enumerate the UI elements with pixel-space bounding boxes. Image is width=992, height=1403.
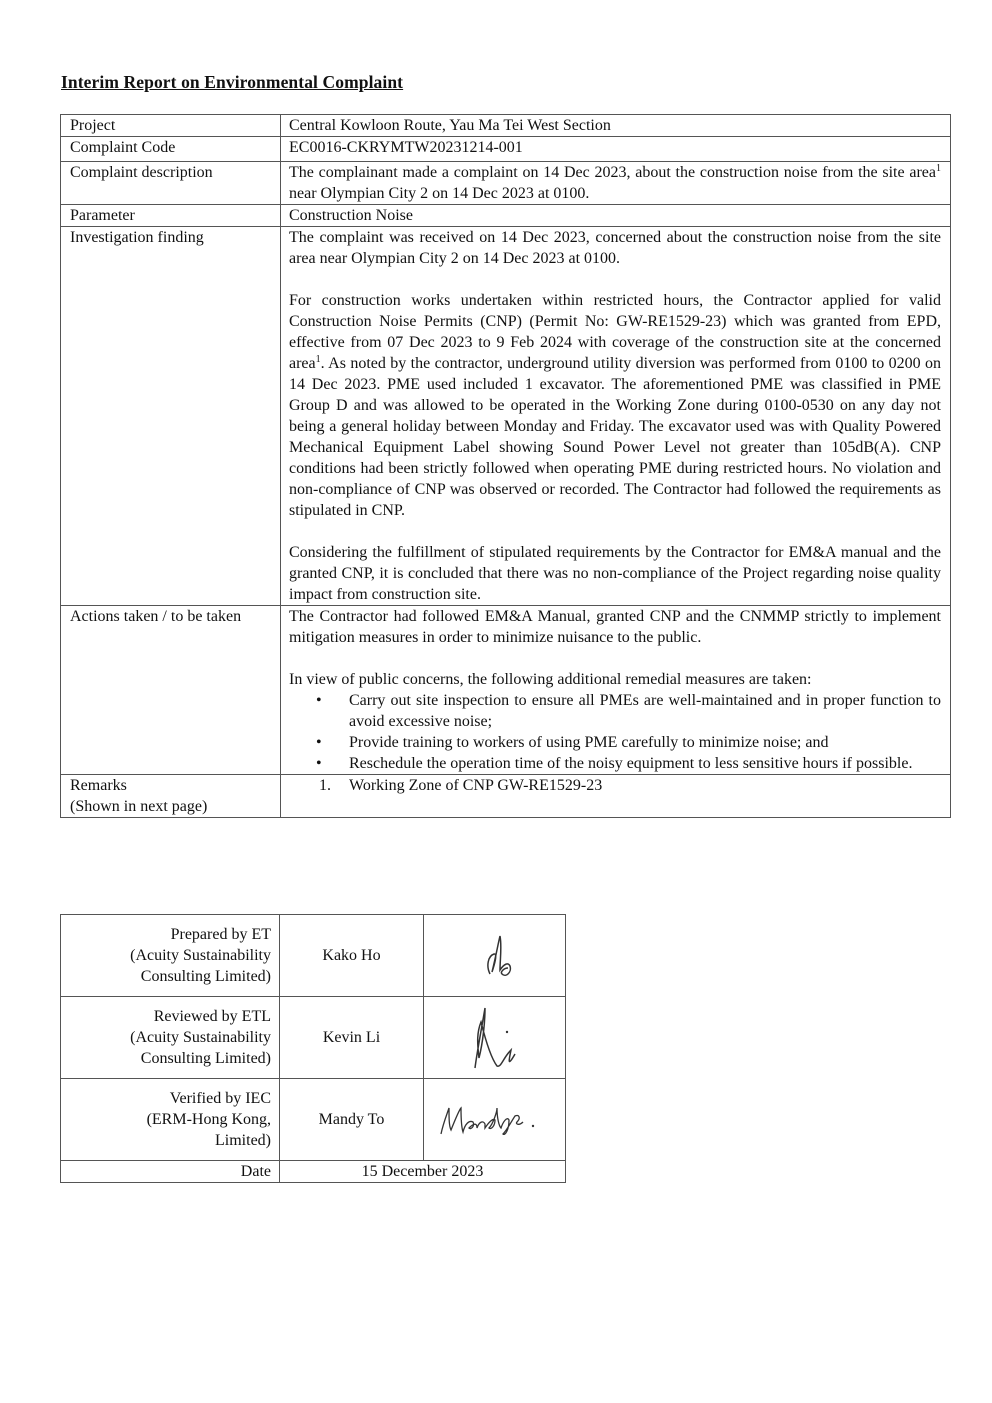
complaint-description-label: Complaint description — [61, 162, 281, 205]
remarks-list — [289, 775, 941, 796]
actions-paragraph-1: The Contractor had followed EM&A Manual, granted CNP and the CNMMP strictly to implement mitigation measures in order to minimize nuisance to the public. — [289, 608, 941, 646]
footnote-mark: 1 — [936, 163, 941, 174]
list-item — [316, 732, 941, 753]
list-item-text: Working Zone of CNP GW-RE1529-23 — [349, 777, 603, 794]
remarks-label-line1: Remarks — [70, 777, 127, 794]
signer-name: Kako Ho — [280, 915, 424, 997]
footnote-mark: 1 — [315, 354, 321, 365]
list-item-text: Reschedule the operation time of the noisy equipment to less sensitive hours if possible. — [349, 755, 913, 772]
role-line: Consulting Limited) — [140, 1050, 271, 1067]
row-complaint-code — [61, 137, 951, 162]
finding-paragraph-2-text: For construction works undertaken within restricted hours, the Contractor applied for valid Construction Noise Permits (CNP) (Permit No: GW-RE1529-23) which was granted from EPD, effective from 07 Dec 2023 to 9 Feb 2024 with coverage of the construction site at the concerned area — [289, 292, 941, 372]
finding-paragraph-1: The complaint was received on 14 Dec 2023, concerned about the construction noise from the site area near Olympian City 2 on 14 Dec 2023 at 0100. — [289, 229, 941, 267]
signature-kevin-li-icon — [455, 1002, 535, 1074]
remarks-value — [281, 775, 951, 818]
signoff-row-reviewed — [61, 997, 566, 1079]
description-text-cont: near Olympian City 2 on 14 Dec 2023 at 0100. — [289, 185, 590, 202]
investigation-finding-value — [281, 227, 951, 606]
finding-paragraph-2-text-cont: . As noted by the contractor, underground utility diversion was performed from 0100 to 0200 on 14 Dec 2023. PME used included 1 excavator. The aforementioned PME was classified in PME Group D and was allowed to be operated in the Working Zone during 0100-0530 on any day not being a general holiday between Monday and Friday. The excavator used was with Quality Powered Mechanical Equipment Label showing Sound Power Level not greater than 105dB(A). CNP conditions had been strictly followed when operating PME during restricted hours. No violation and non-compliance of CNP was observed or recorded. The Contractor had followed the requirements as stipulated in CNP. — [289, 355, 941, 519]
signer-name: Mandy To — [280, 1079, 424, 1161]
report-title: Interim Report on Environmental Complaint — [61, 72, 404, 92]
role-line: Reviewed by ETL — [153, 1008, 271, 1025]
signoff-table — [60, 914, 566, 1183]
role-cell — [61, 915, 280, 997]
signature-kako-ho-icon — [460, 926, 530, 986]
complaint-description-value — [281, 162, 951, 205]
bullet-icon: • — [316, 692, 322, 709]
remarks-label — [61, 775, 281, 818]
row-remarks — [61, 775, 951, 818]
row-parameter — [61, 205, 951, 227]
signer-name: Kevin Li — [280, 997, 424, 1079]
complaint-code-value: EC0016-CKRYMTW20231214-001 — [281, 137, 951, 162]
signature-cell — [424, 915, 566, 997]
investigation-finding-label: Investigation finding — [61, 227, 281, 606]
finding-paragraph-2 — [289, 290, 941, 521]
description-text: The complainant made a complaint on 14 Dec 2023, about the construction noise from the site area — [289, 164, 936, 181]
role-line: (Acuity Sustainability — [130, 1029, 271, 1046]
signoff-row-verified — [61, 1079, 566, 1161]
role-line: (ERM-Hong Kong, — [146, 1111, 271, 1128]
actions-paragraph-2: In view of public concerns, the following additional remedial measures are taken: — [289, 671, 812, 688]
role-cell — [61, 1079, 280, 1161]
list-item-number: 1. — [319, 777, 331, 794]
list-item-text: Carry out site inspection to ensure all PMEs are well-maintained and in proper function to avoid excessive noise; — [349, 692, 941, 730]
remedial-measures-list — [289, 690, 941, 774]
list-item — [316, 753, 941, 774]
project-label: Project — [61, 115, 281, 137]
bullet-icon: • — [316, 734, 322, 751]
finding-paragraph-3: Considering the fulfillment of stipulated requirements by the Contractor for EM&A manual and the granted CNP, it is concluded that there was no non-compliance of the Project regarding noise quality impact from construction site. — [289, 544, 941, 603]
row-complaint-description — [61, 162, 951, 205]
row-actions — [61, 606, 951, 775]
date-label: Date — [61, 1161, 280, 1183]
role-cell — [61, 997, 280, 1079]
signature-cell — [424, 1079, 566, 1161]
role-line: Limited) — [215, 1132, 271, 1149]
signoff-row-date — [61, 1161, 566, 1183]
list-item — [316, 690, 941, 732]
project-value: Central Kowloon Route, Yau Ma Tei West Section — [281, 115, 951, 137]
list-item — [319, 775, 941, 796]
actions-value — [281, 606, 951, 775]
actions-label: Actions taken / to be taken — [61, 606, 281, 775]
role-line: Consulting Limited) — [140, 968, 271, 985]
role-line: Prepared by ET — [170, 926, 271, 943]
list-item-text: Provide training to workers of using PME carefully to minimize noise; and — [349, 734, 829, 751]
row-investigation-finding — [61, 227, 951, 606]
complaint-table — [60, 114, 951, 818]
row-project — [61, 115, 951, 137]
signoff-row-prepared — [61, 915, 566, 997]
role-line: (Acuity Sustainability — [130, 947, 271, 964]
role-line: Verified by IEC — [169, 1090, 271, 1107]
parameter-value: Construction Noise — [281, 205, 951, 227]
parameter-label: Parameter — [61, 205, 281, 227]
signature-cell — [424, 997, 566, 1079]
complaint-code-label: Complaint Code — [61, 137, 281, 162]
bullet-icon: • — [316, 755, 322, 772]
date-value: 15 December 2023 — [280, 1161, 566, 1183]
remarks-label-line2: (Shown in next page) — [70, 798, 208, 815]
signature-mandy-to-icon — [435, 1100, 555, 1140]
